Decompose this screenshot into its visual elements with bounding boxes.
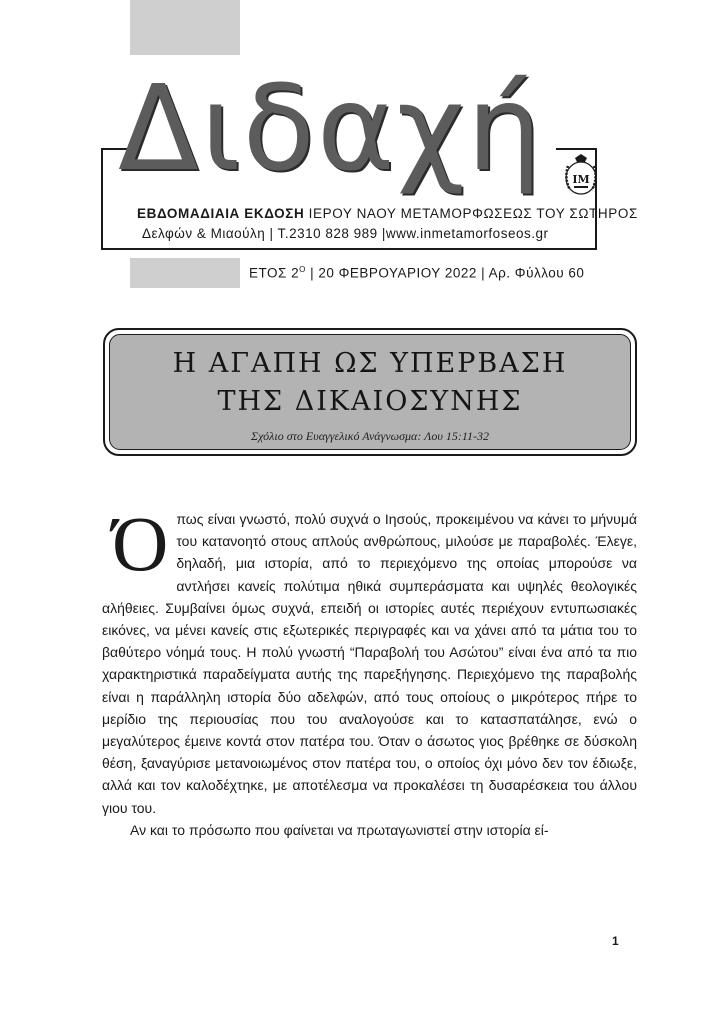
edition-bold: ΕΒΔΟΜΑΔΙΑΙΑ ΕΚΔΟΣΗ (137, 206, 305, 221)
headline-inner (109, 334, 631, 450)
contacts-line: Δελφών & Μιαούλη | Τ.2310 828 989 |www.inmetamorfoseos.gr (142, 226, 549, 241)
issue-line (249, 265, 584, 281)
headline (110, 345, 630, 421)
article-body (102, 500, 637, 841)
paragraph-1-text: πως είναι γνωστό, πολύ συχνά ο Ιησούς, προκειμένου να κάνει το μήνυμά του κατανοητό στους απλούς ανθρώπους, μιλούσε με παραβολές. Έλεγε, δηλαδή, μια ιστορία, από το περιεχόμενο της οποίας μπορούσε να αντλήσει κανείς πολύτιμα ηθικά συμπεράσματα και υψηλές θεολογικές αλήθειες. Συμβαίνει όμως συχνά, επειδή οι ιστορίες αυτές περιέχουν εντυπωσιακές εικόνες, να μένει κανείς στις εξωτερικές περιγραφές και να χάνει από τα μάτια του το βαθύτερο νόημά τους. Η πολύ γνωστή “Παραβολή του Ασώτου” είναι ένα από τα πιο χαρακτηριστικά παραδείγματα αυτής της παρεξήγησης. Περιεχόμενο της παραβολής είναι η παράλληλη ιστορία δύο αδελφών, από τους οποίους ο μικρότερος πήρε το μερίδιο της περιουσίας που του αναλογούσε και το κατασπατάλησε, ενώ ο μεγαλύτερος έμεινε κοντά στον πατέρα του. Όταν ο άσωτος γιος βρέθηκε σε δύσκολη θέση, ξαναγύρισε μετανοιωμένος στον πατέρα του, ο οποίος όχι μόνο δεν τον έδιωξε, αλλά και τον καλοδέχτηκε, με αποτέλεσμα να προκαλέσει τη δυσαρέσκεια του άλλου γιου του. (102, 511, 637, 816)
headline-line-2: ΤΗΣ ΔΙΚΑΙΟΣΥΝΗΣ (217, 386, 523, 417)
gray-block (130, 258, 240, 288)
edition-line (137, 206, 638, 221)
top-gray-tab (130, 0, 240, 55)
article-paragraph-1 (102, 500, 637, 819)
headline-line-1: Η ΑΓΑΠΗ ΩΣ ΥΠΕΡΒΑΣΗ (172, 348, 568, 379)
headline-box (103, 328, 637, 456)
church-emblem-icon (560, 152, 602, 200)
newsletter-title: Διδαχή (118, 59, 544, 197)
edition-rest: ΙΕΡΟΥ ΝΑΟΥ ΜΕΤΑΜΟΡΦΩΣΕΩΣ ΤΟΥ ΣΩΤΗΡΟΣ (304, 206, 638, 221)
drop-cap: Ό (112, 500, 169, 587)
issue-year: ΕΤΟΣ 2 (249, 265, 300, 281)
headline-subtitle: Σχόλιο στο Ευαγγελικό Ανάγνωσμα: Λου 15:11-32 (251, 429, 489, 443)
svg-text:ΙΜ: ΙΜ (572, 173, 590, 186)
article-paragraph-2: Αν και το πρόσωπο που φαίνεται να πρωταγωνιστεί στην ιστορία εί- (130, 821, 549, 838)
issue-year-sup: Ο (299, 265, 306, 274)
page-number: 1 (612, 934, 619, 948)
issue-rest: | 20 ΦΕΒΡΟΥΑΡΙΟΥ 2022 | Αρ. Φύλλου 60 (305, 265, 585, 281)
